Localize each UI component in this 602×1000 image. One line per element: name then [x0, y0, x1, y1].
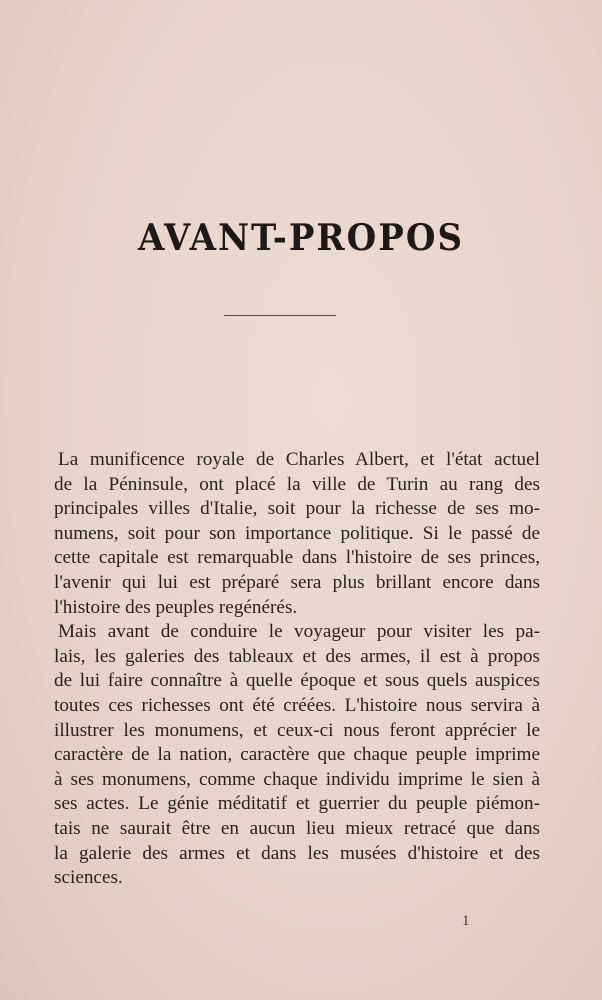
text-line: toutes ces richesses ont été créées. L'histoire nous servira à	[54, 694, 540, 716]
text-line: caractère de la nation, caractère que chaque peuple imprime	[54, 744, 540, 766]
text-line: de lui faire connaître à quelle époque et sous quels auspices	[54, 670, 540, 692]
text-line: à ses monumens, comme chaque individu imprime le sien à	[54, 768, 540, 790]
text-line: la galerie des armes et dans les musées d'histoire et des	[54, 842, 540, 864]
text-line: l'avenir qui lui est préparé sera plus brillant encore dans	[54, 571, 540, 593]
text-line: illustrer les monumens, et ceux-ci nous feront apprécier le	[54, 719, 540, 741]
text-line: sciences.	[54, 867, 123, 889]
body-text	[54, 448, 540, 891]
text-line: l'histoire des peuples regénérés.	[54, 596, 298, 618]
text-line: principales villes d'Italie, soit pour la richesse de ses mo-	[54, 498, 540, 520]
paragraph-1	[54, 448, 540, 620]
decorative-rule	[224, 315, 336, 316]
text-line: cette capitale est remarquable dans l'histoire de ses princes,	[54, 547, 540, 569]
text-line: La munificence royale de Charles Albert, et l'état actuel	[58, 449, 540, 470]
page-heading: AVANT-PROPOS	[137, 216, 465, 260]
paragraph-2	[54, 620, 540, 891]
text-line: de la Péninsule, ont placé la ville de Turin au rang des	[54, 473, 540, 495]
page-number: 1	[462, 913, 470, 929]
text-line: Mais avant de conduire le voyageur pour visiter les pa-	[58, 621, 540, 643]
text-line: lais, les galeries des tableaux et des armes, il est à propos	[54, 645, 540, 667]
text-line: numens, soit pour son importance politique. Si le passé de	[54, 522, 540, 544]
text-line: tais ne saurait être en aucun lieu mieux retracé que dans	[54, 817, 540, 839]
text-line: ses actes. Le génie méditatif et guerrier du peuple piémon-	[54, 793, 540, 815]
